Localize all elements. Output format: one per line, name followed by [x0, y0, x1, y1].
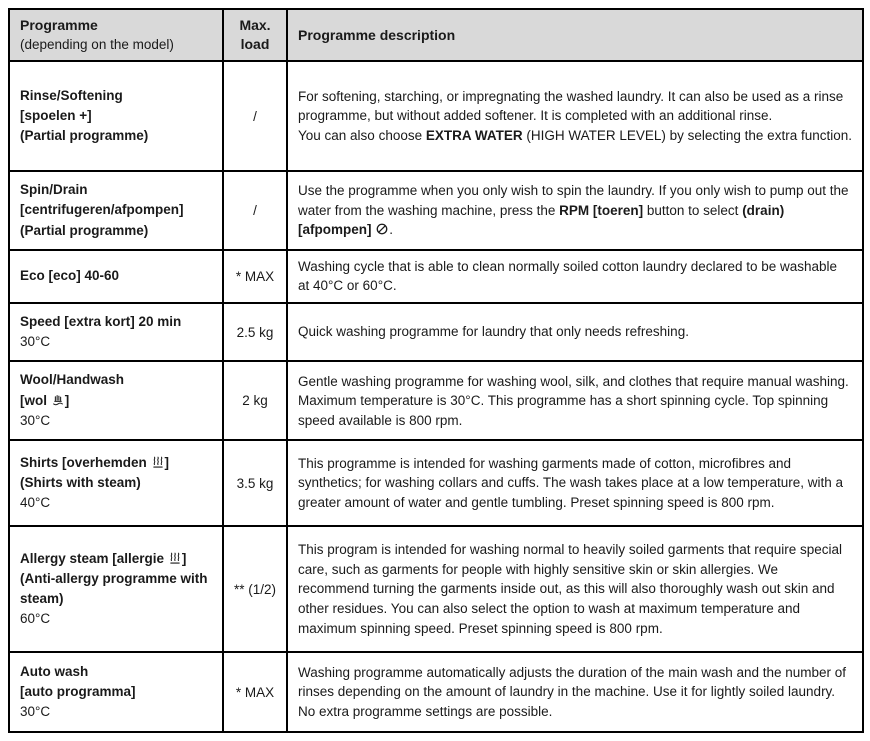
- description-cell: [287, 361, 863, 440]
- programme-temperature: 30°C: [20, 704, 51, 720]
- table-row: [9, 652, 863, 732]
- description-cell: [287, 440, 863, 526]
- drain-no-spin-icon: [375, 222, 389, 236]
- max-load-cell: [223, 303, 287, 362]
- description-cell: [287, 303, 863, 362]
- header-programme-title: Programme: [20, 17, 98, 33]
- table-row: [9, 303, 863, 362]
- header-description: Programme description: [287, 9, 863, 61]
- description-cell: [287, 250, 863, 303]
- table-row: [9, 526, 863, 652]
- description-paragraph: You can also choose EXTRA WATER (HIGH WATER LEVEL) by selecting the extra function.: [298, 127, 852, 143]
- description-paragraph: This program is intended for washing normal to heavily soiled garments that require special care, such as garments for people with highly sensitive skin or skin allergies. We recommend turning the garments inside out, as this will also thoroughly wash out skin and other residues. You can also select the option to wash at maximum temperature and maximum spinning speed. Preset spinning speed is 800 rpm.: [298, 542, 843, 636]
- programme-temperature: 30°C: [20, 334, 51, 350]
- description-paragraph: Washing programme automatically adjusts the duration of the main wash and the number of rinses depending on the amount of laundry in the machine. Use it for lightly soiled laundry.: [298, 664, 847, 700]
- max-load-cell: [223, 361, 287, 440]
- description-paragraph: For softening, starching, or impregnating the washed laundry. It can also be used as a rinse programme, but without added softener. It is completed with an additional rinse.: [298, 88, 844, 124]
- programme-cell: [9, 361, 223, 440]
- steam-icon: [168, 551, 182, 565]
- programme-name: Speed [extra kort] 20 min: [20, 313, 182, 329]
- max-load-cell: [223, 250, 287, 303]
- max-load-cell: [223, 61, 287, 171]
- programme-cell: [9, 61, 223, 171]
- max-load-cell: [223, 440, 287, 526]
- programme-cell: [9, 440, 223, 526]
- description-cell: [287, 171, 863, 250]
- table-row: [9, 171, 863, 250]
- header-programme-subtitle: (depending on the model): [20, 36, 174, 52]
- table-header-row: [9, 9, 863, 61]
- description-paragraph: Washing cycle that is able to clean normally soiled cotton laundry declared to be washable at 40°C or 60°C.: [298, 258, 838, 294]
- steam-icon: [151, 455, 165, 469]
- max-load-value: 2 kg: [242, 393, 268, 409]
- programme-name: Shirts [overhemden ] (Shirts with steam): [20, 454, 170, 491]
- programme-name: Allergy steam [allergie ] (Anti-allergy programme with steam): [20, 550, 208, 607]
- handwash-icon: [51, 393, 65, 407]
- header-max-load: Max. load: [223, 9, 287, 61]
- programme-cell: [9, 250, 223, 303]
- programme-cell: [9, 526, 223, 652]
- max-load-value: 3.5 kg: [236, 475, 274, 491]
- description-cell: [287, 652, 863, 732]
- max-load-value: * MAX: [235, 268, 275, 284]
- max-load-value: ** (1/2): [233, 581, 277, 597]
- table-row: [9, 440, 863, 526]
- description-paragraph: No extra programme settings are possible.: [298, 704, 553, 720]
- description-cell: [287, 526, 863, 652]
- programme-cell: [9, 171, 223, 250]
- description-paragraph: Quick washing programme for laundry that only needs refreshing.: [298, 324, 689, 340]
- max-load-value: * MAX: [235, 684, 275, 700]
- programme-name: Spin/Drain [centrifugeren/afpompen] (Partial programme): [20, 182, 184, 238]
- programme-temperature: 30°C: [20, 412, 51, 428]
- table-row: [9, 61, 863, 171]
- max-load-value: /: [253, 202, 257, 218]
- max-load-value: /: [253, 108, 257, 124]
- programme-cell: [9, 303, 223, 362]
- table-row: [9, 250, 863, 303]
- programme-temperature: 40°C: [20, 495, 51, 511]
- max-load-value: 2.5 kg: [236, 324, 274, 340]
- programme-temperature: 60°C: [20, 611, 51, 627]
- max-load-cell: [223, 171, 287, 250]
- description-paragraph: Gentle washing programme for washing wool, silk, and clothes that require manual washing. Maximum temperature is 30°C. This programme has a short spinning cycle. Top spinning speed available is 800 rpm.: [298, 373, 849, 428]
- description-paragraph: Use the programme when you only wish to spin the laundry. If you only wish to pump out the water from the washing machine, press the RPM [toeren] button to select (drain) [afpompen] .: [298, 183, 849, 238]
- programme-name: Eco [eco] 40-60: [20, 268, 120, 284]
- max-load-cell: [223, 526, 287, 652]
- description-cell: [287, 61, 863, 171]
- programme-name: Rinse/Softening [spoelen +] (Partial programme): [20, 87, 149, 144]
- programme-name: Auto wash [auto programma]: [20, 663, 136, 700]
- table-row: [9, 361, 863, 440]
- programme-cell: [9, 652, 223, 732]
- programme-table: [8, 8, 864, 733]
- description-paragraph: This programme is intended for washing garments made of cotton, microfibres and synthetics; for washing collars and cuffs. The wash takes place at a low temperature, with a greater amount of water and gentle tumbling. Preset spinning speed is 800 rpm.: [298, 455, 844, 511]
- programme-name: Wool/Handwash [wol ]: [20, 372, 125, 408]
- max-load-cell: [223, 652, 287, 732]
- header-programme: [9, 9, 223, 61]
